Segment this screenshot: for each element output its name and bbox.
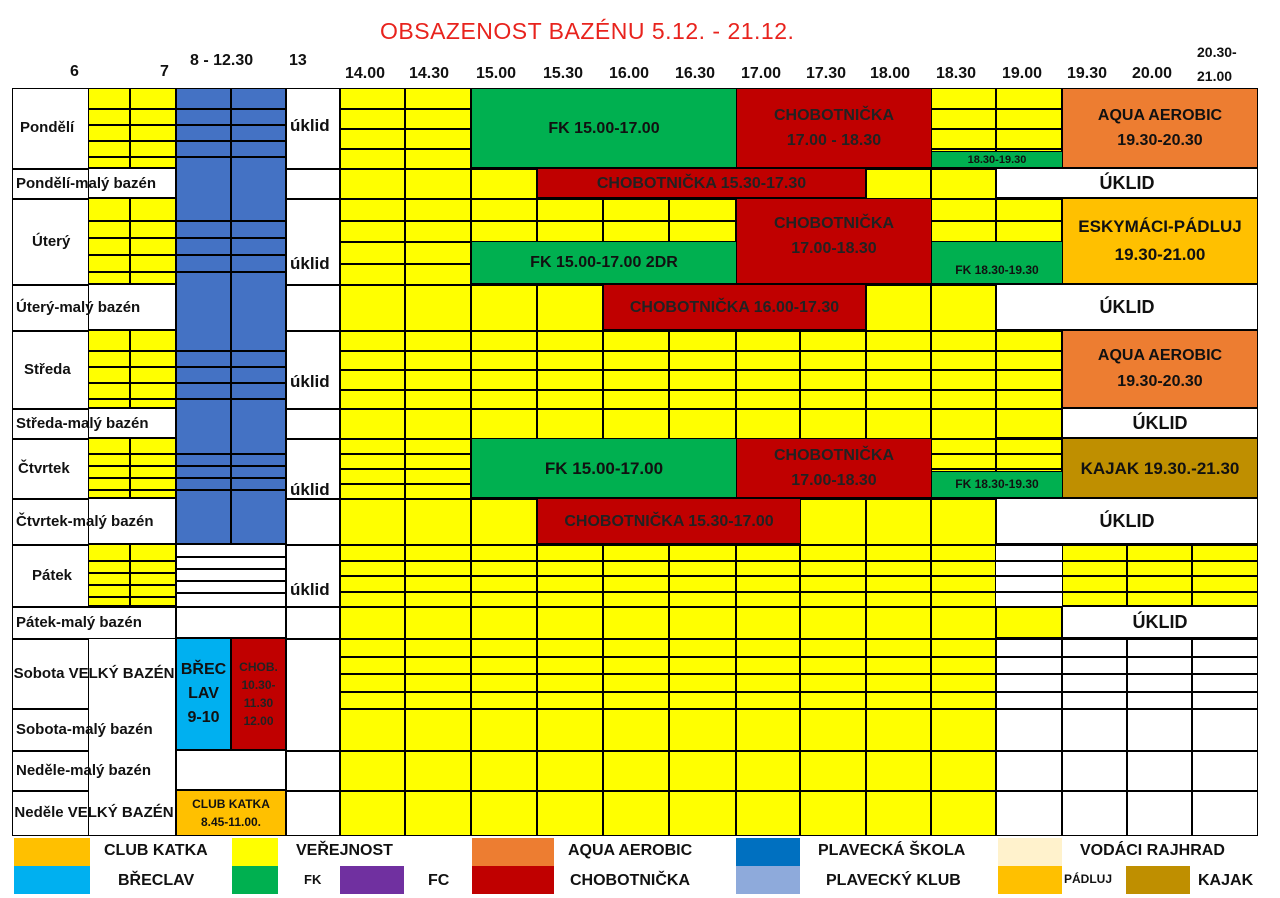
- block-wed-small-uklid: ÚKLID: [1062, 408, 1258, 438]
- legend-swatch: [232, 866, 278, 894]
- row-divider: [340, 708, 1258, 710]
- block-tue-small-uklid: ÚKLID: [996, 284, 1258, 330]
- uklid-utery: úklid: [290, 254, 330, 273]
- block-thu-kajak: KAJAK 19.30.-21.30: [1062, 438, 1258, 498]
- legend-swatch: [472, 866, 554, 894]
- lane-line: [340, 560, 1258, 562]
- lane-line: [176, 568, 286, 570]
- time-header-1930: 19.30: [1067, 65, 1108, 82]
- time-header-1530: 15.30: [543, 65, 584, 82]
- legend-swatch: [232, 838, 278, 866]
- lane-line: [340, 656, 1258, 658]
- row-divider: [286, 284, 340, 286]
- time-header-13: 13: [289, 52, 307, 69]
- uklid-ctvrtek: úklid: [290, 480, 330, 499]
- legend-label: PÁDLUJ: [1064, 872, 1113, 886]
- slot-8-1230-fri: [176, 544, 286, 638]
- block-sun-club-katka: CLUB KATKA 8.45-11.00.: [176, 790, 286, 836]
- legend-label: CLUB KATKA: [104, 842, 208, 859]
- row-divider: [286, 638, 340, 640]
- uklid-patek: úklid: [290, 580, 330, 599]
- row-label-nedele-maly: Neděle-malý bazén: [16, 761, 152, 779]
- legend-swatch: [1126, 866, 1190, 894]
- lane-line: [176, 271, 286, 273]
- time-header-2030-2100: 20.30- 21.00: [1197, 44, 1237, 84]
- slot-1900-weekend: [996, 638, 1062, 836]
- time-header-8-1230: 8 - 12.30: [190, 52, 254, 69]
- lane-line: [88, 477, 176, 479]
- legend-label: FK: [304, 872, 322, 887]
- row-divider: [340, 790, 1258, 792]
- row-divider: [286, 438, 340, 440]
- row-label-ctvrtek-maly: Čtvrtek-malý bazén: [16, 512, 154, 530]
- uklid-pondeli: úklid: [290, 116, 330, 135]
- lane-line: [88, 382, 176, 384]
- row-divider: [286, 750, 340, 752]
- row-label-sobota-velky: Sobota VELKÝ BAZÉN: [13, 665, 175, 682]
- time-header-2000: 20.00: [1132, 65, 1173, 82]
- time-header-1900: 19.00: [1002, 65, 1043, 82]
- lane-line: [176, 477, 286, 479]
- block-tue-chobotnicka: CHOBOTNIČKA 17.00-18.30: [736, 198, 932, 284]
- lane-line: [88, 398, 176, 400]
- lane-line: [88, 124, 176, 126]
- block-thu-fk-evening: FK 18.30-19.30: [931, 471, 1063, 498]
- slot-1900-fri-small: [996, 606, 1062, 638]
- lane-line: [88, 254, 176, 256]
- lane-line: [88, 453, 176, 455]
- lane-line: [176, 366, 286, 368]
- block-mon-small-uklid: ÚKLID: [996, 168, 1258, 198]
- block-tue-fk: FK 15.00-17.00 2DR: [471, 241, 737, 284]
- sun-small-8-1230: [176, 750, 286, 790]
- time-header-1500: 15.00: [476, 65, 517, 82]
- legend-swatch: [472, 838, 554, 866]
- legend-label: KAJAK: [1198, 872, 1254, 889]
- legend-label: VODÁCI RAJHRAD: [1080, 842, 1225, 859]
- lane-line: [88, 465, 176, 467]
- lane-line: [88, 366, 176, 368]
- block-tue-small-chobotnicka: CHOBOTNIČKA 16.00-17.30: [603, 284, 866, 330]
- late-slot-weekend: [1062, 638, 1127, 836]
- row-label-pondeli: Pondělí: [20, 118, 75, 136]
- row-divider: [340, 544, 1258, 546]
- lane-line: [340, 575, 1258, 577]
- lane-line: [340, 673, 1258, 675]
- row-label-utery: Úterý: [32, 232, 71, 250]
- row-label-pondeli-maly: Pondělí-malý bazén: [16, 174, 157, 192]
- legend-label: CHOBOTNIČKA: [570, 872, 690, 889]
- lane-line: [88, 560, 176, 562]
- row-label-sobota-maly: Sobota-malý bazén: [16, 720, 153, 738]
- uklid-column: [286, 88, 340, 836]
- legend-label: VEŘEJNOST: [296, 842, 393, 859]
- lane-line: [176, 592, 286, 594]
- slot-7: [130, 330, 176, 408]
- legend-swatch: [998, 866, 1062, 894]
- slot-1900-wed: [996, 330, 1062, 438]
- lane-line: [88, 237, 176, 239]
- lane-line: [176, 124, 286, 126]
- block-wed-aqua-aerobic: AQUA AEROBIC 19.30-20.30: [1062, 330, 1258, 408]
- block-sat-chobotnicka: CHOB. 10.30- 11.30 12.00: [231, 638, 286, 750]
- block-sat-breclav: BŘEC LAV 9-10: [176, 638, 231, 750]
- slot-6: [88, 330, 130, 408]
- legend-label: AQUA AEROBIC: [568, 842, 693, 859]
- row-divider: [340, 750, 1258, 752]
- block-tue-eskymaci-padluj: ESKYMÁCI-PÁDLUJ 19.30-21.00: [1062, 198, 1258, 284]
- lane-line: [340, 691, 1258, 693]
- legend-swatch: [736, 866, 800, 894]
- row-divider: [286, 606, 340, 608]
- lane-line: [176, 580, 286, 582]
- block-thu-fk: FK 15.00-17.00: [471, 438, 737, 498]
- time-header-7: 7: [160, 63, 169, 80]
- lane-line: [88, 220, 176, 222]
- lane-line: [176, 606, 286, 608]
- page-title: OBSAZENOST BAZÉNU 5.12. - 21.12.: [380, 18, 795, 44]
- lane-line: [88, 140, 176, 142]
- legend-swatch: [998, 838, 1062, 866]
- legend-swatch: [14, 866, 90, 894]
- uklid-streda: úklid: [290, 372, 330, 391]
- row-divider: [286, 330, 340, 332]
- legend-swatch: [14, 838, 90, 866]
- time-header-1800: 18.00: [870, 65, 911, 82]
- row-divider: [286, 544, 340, 546]
- lane-line: [176, 140, 286, 142]
- lane-line: [340, 591, 1258, 593]
- lane-line: [176, 556, 286, 558]
- legend-label: BŘECLAV: [118, 872, 195, 889]
- lane-line: [88, 596, 176, 598]
- time-header-1400: 14.00: [345, 65, 386, 82]
- block-mon-chobotnicka: CHOBOTNIČKA 17.00 - 18.30: [736, 88, 932, 168]
- legend-swatch: [340, 866, 404, 894]
- lane-line: [176, 108, 286, 110]
- lane-line: [88, 108, 176, 110]
- lane-line: [88, 489, 176, 491]
- block-thu-small-uklid: ÚKLID: [996, 498, 1258, 544]
- time-header-1700: 17.00: [741, 65, 782, 82]
- time-header-1730: 17.30: [806, 65, 847, 82]
- row-label-streda: Středa: [24, 360, 71, 378]
- row-divider: [286, 168, 340, 170]
- row-label-ctvrtek: Čtvrtek: [18, 459, 70, 477]
- lane-line: [88, 572, 176, 574]
- lane-line: [176, 237, 286, 239]
- slot-3: [340, 88, 405, 836]
- lane-line: [176, 254, 286, 256]
- legend-label: PLAVECKÁ ŠKOLA: [818, 842, 966, 859]
- row-divider: [286, 198, 340, 200]
- lane-line: [176, 398, 286, 400]
- row-label-nedele-velky: Neděle VELKÝ BAZÉN: [14, 804, 174, 821]
- lane-line: [88, 271, 176, 273]
- block-mon-fk: FK 15.00-17.00: [471, 88, 737, 168]
- block-fri-small-uklid: ÚKLID: [1062, 606, 1258, 638]
- lane-line: [176, 489, 286, 491]
- legend-label: FC: [428, 872, 450, 889]
- late-slot-weekend: [1127, 638, 1192, 836]
- block-mon-small-chobotnicka: CHOBOTNIČKA 15.30-17.30: [537, 168, 866, 198]
- lane-line: [176, 220, 286, 222]
- row-label-patek-maly: Pátek-malý bazén: [16, 613, 142, 631]
- row-divider: [286, 790, 340, 792]
- legend-label: PLAVECKÝ KLUB: [826, 872, 961, 889]
- time-header-1630: 16.30: [675, 65, 716, 82]
- block-tue-fk-evening: FK 18.30-19.30: [931, 241, 1063, 284]
- lane-line: [176, 350, 286, 352]
- block-mon-fk-evening: 18.30-19.30: [931, 151, 1063, 168]
- time-header-1430: 14.30: [409, 65, 450, 82]
- lane-line: [176, 156, 286, 158]
- lane-line: [88, 156, 176, 158]
- row-label-patek: Pátek: [32, 566, 73, 584]
- legend-swatch: [736, 838, 800, 866]
- block-thu-chobotnicka: CHOBOTNIČKA 17.00-18.30: [736, 438, 932, 498]
- lane-line: [176, 453, 286, 455]
- slot-4: [405, 88, 471, 836]
- lane-line: [176, 465, 286, 467]
- lane-line: [176, 382, 286, 384]
- row-label-utery-maly: Úterý-malý bazén: [16, 298, 141, 316]
- late-slot-weekend: [1192, 638, 1258, 836]
- lane-line: [88, 584, 176, 586]
- row-label-streda-maly: Středa-malý bazén: [16, 414, 149, 432]
- time-header-1600: 16.00: [609, 65, 650, 82]
- block-mon-aqua-aerobic: AQUA AEROBIC 19.30-20.30: [1062, 88, 1258, 168]
- block-thu-small-chobotnicka: CHOBOTNIČKA 15.30-17.00: [537, 498, 801, 544]
- lane-line: [88, 350, 176, 352]
- row-divider: [286, 408, 340, 410]
- row-divider: [340, 638, 1258, 640]
- time-header-1830: 18.30: [936, 65, 977, 82]
- time-header-6: 6: [70, 63, 79, 80]
